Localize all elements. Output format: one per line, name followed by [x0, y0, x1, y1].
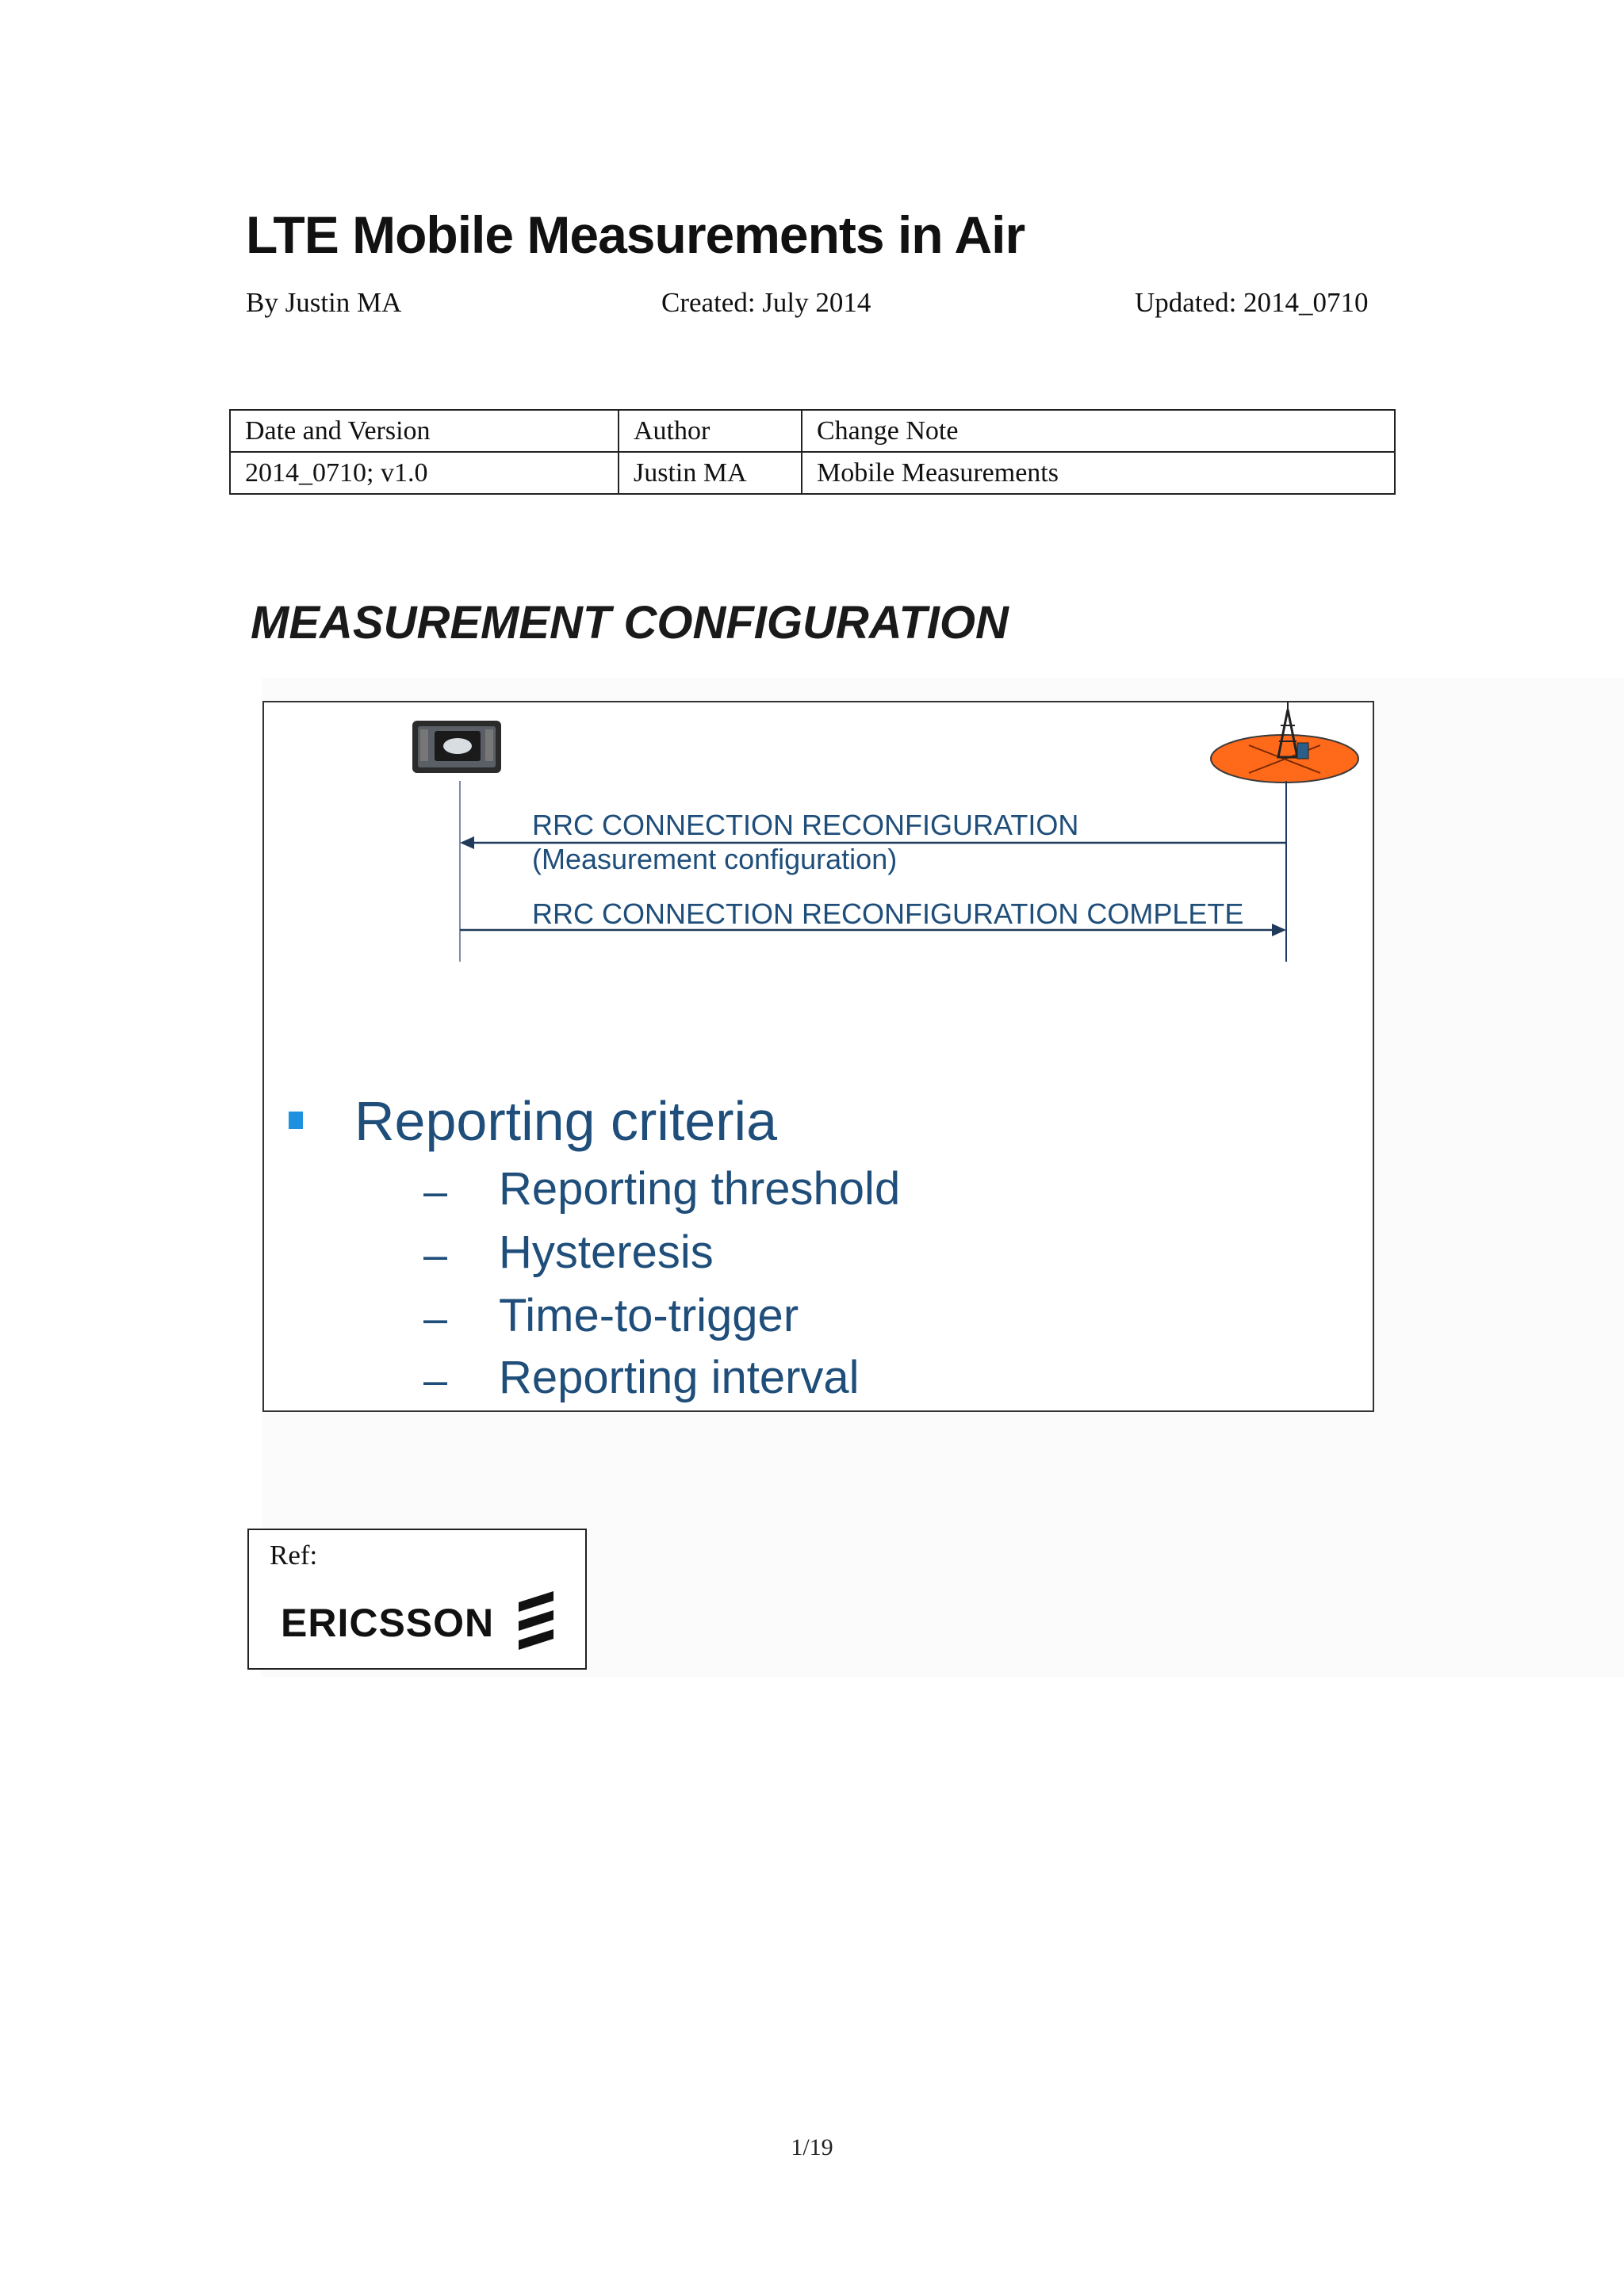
base-station-icon: [1211, 702, 1358, 783]
ericsson-logo-icon: [514, 1588, 561, 1651]
table-cell: 2014_0710; v1.0: [230, 452, 619, 494]
message-rrc-reconfiguration-complete: RRC CONNECTION RECONFIGURATION COMPLETE: [532, 897, 1244, 930]
table-header-cell: Date and Version: [230, 410, 619, 452]
table-cell: Mobile Measurements: [802, 452, 1395, 494]
table-header-cell: Author: [619, 410, 802, 452]
list-item: Time-to-trigger: [499, 1290, 799, 1341]
message-measurement-configuration: (Measurement configuration): [532, 843, 898, 875]
author-line: By Justin MA: [246, 287, 402, 318]
ericsson-logo-text: ERICSSON: [281, 1601, 495, 1645]
created-line: Created: July 2014: [661, 287, 871, 318]
list-item: Reporting interval: [499, 1352, 860, 1403]
criteria-heading: Reporting criteria: [354, 1090, 777, 1152]
page-number: 1/19: [791, 2134, 833, 2160]
document-title: LTE Mobile Measurements in Air: [246, 205, 1025, 264]
table-cell: Justin MA: [619, 452, 802, 494]
table-header-cell: Change Note: [802, 410, 1395, 452]
list-item: Hysteresis: [499, 1226, 714, 1278]
list-dash: –: [423, 1168, 448, 1215]
list-dash: –: [423, 1231, 448, 1279]
list-dash: –: [423, 1357, 448, 1404]
list-item: Reporting threshold: [499, 1163, 901, 1215]
section-heading: MEASUREMENT CONFIGURATION: [251, 597, 1009, 649]
mobile-phone-icon: [412, 721, 501, 773]
reference-label: Ref:: [270, 1540, 318, 1571]
list-dash: –: [423, 1295, 448, 1342]
bullet-square-icon: [289, 1112, 303, 1129]
message-rrc-reconfiguration: RRC CONNECTION RECONFIGURATION: [532, 809, 1079, 841]
updated-line: Updated: 2014_0710: [1135, 287, 1369, 318]
